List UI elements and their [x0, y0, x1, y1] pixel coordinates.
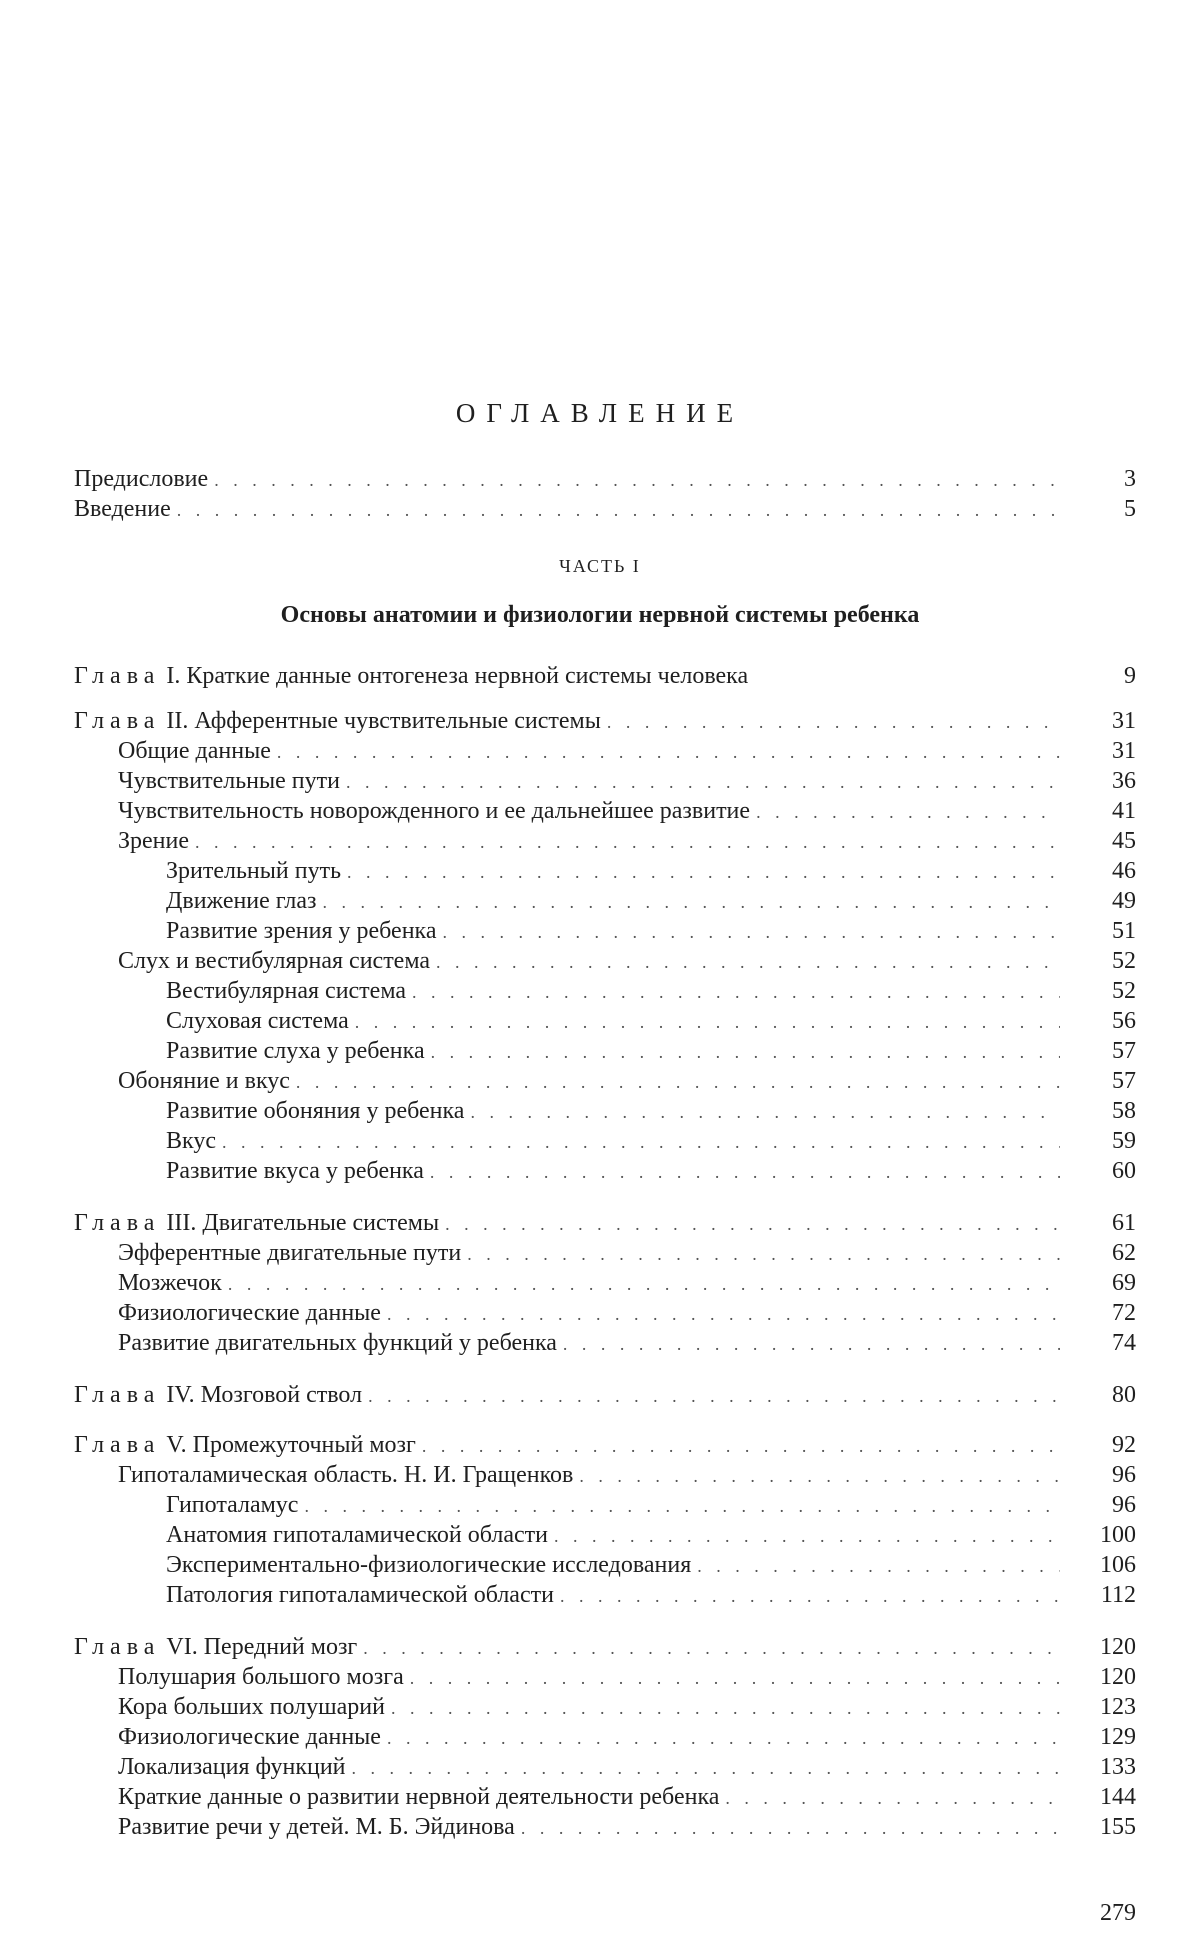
toc-chapter: Глава V. Промежуточный мозг . . . 92: [74, 1432, 1136, 1462]
toc-entry: Гипоталамическая область. Н. И. Гращенков . . . 96: [74, 1462, 1136, 1492]
toc-entry: Вкус . . . 59: [74, 1128, 1136, 1158]
toc-entry: Слуховая система . . . 56: [74, 1008, 1136, 1038]
toc-entry: Мозжечок . . . 69: [74, 1270, 1136, 1300]
toc-chapter: Глава IV. Мозговой ствол . . . 80: [74, 1382, 1136, 1412]
toc-entry-preface: Предисловие . . . 3: [74, 466, 1136, 496]
toc-chapter: Глава VI. Передний мозг . . . 120: [74, 1634, 1136, 1664]
toc-entry: Развитие слуха у ребенка . . . 57: [74, 1038, 1136, 1068]
toc-entry: Патология гипоталамической области . . . 112: [74, 1582, 1136, 1612]
toc-entry: Эфферентные двигательные пути . . . 62: [74, 1240, 1136, 1270]
toc-entry: Вестибулярная система . . . 52: [74, 978, 1136, 1008]
toc-entry: Физиологические данные . . . 72: [74, 1300, 1136, 1330]
toc-entry: Полушария большого мозга . . . 120: [74, 1664, 1136, 1694]
toc-entry: Физиологические данные . . . 129: [74, 1724, 1136, 1754]
toc-entry: Экспериментально-физиологические исследования . . . 106: [74, 1552, 1136, 1582]
toc-entry: Зрительный путь . . . 46: [74, 858, 1136, 888]
toc-chapter: Глава III. Двигательные системы . . . 61: [74, 1210, 1136, 1240]
toc-entry: Развитие обоняния у ребенка . . . 58: [74, 1098, 1136, 1128]
toc-entry: Развитие зрения у ребенка . . . 51: [74, 918, 1136, 948]
toc-entry: Слух и вестибулярная система . . . 52: [74, 948, 1136, 978]
toc-entry: Анатомия гипоталамической области . . . 100: [74, 1522, 1136, 1552]
page-number: 279: [1100, 1900, 1136, 1926]
toc-chapter: Глава I. Краткие данные онтогенеза нервной системы человека 9: [74, 663, 1136, 689]
toc-entry: Краткие данные о развитии нервной деятельности ребенка . . . 144: [74, 1784, 1136, 1814]
toc-entry: Локализация функций . . . 133: [74, 1754, 1136, 1784]
toc-entry: Развитие вкуса у ребенка . . . 60: [74, 1158, 1136, 1188]
toc-heading: ОГЛАВЛЕНИЕ: [455, 398, 745, 428]
toc-entry: Развитие двигательных функций у ребенка . . . 74: [74, 1330, 1136, 1360]
toc-entry: Чувствительность новорожденного и ее дальнейшее развитие . . . 41: [74, 798, 1136, 828]
toc-entry: Обоняние и вкус . . . 57: [74, 1068, 1136, 1098]
toc-entry: Кора больших полушарий . . . 123: [74, 1694, 1136, 1724]
toc-chapter: Глава II. Афферентные чувствительные системы . . . 31: [74, 708, 1136, 738]
toc-entry: Гипоталамус . . . 96: [74, 1492, 1136, 1522]
toc-entry: Чувствительные пути . . . 36: [74, 768, 1136, 798]
toc-entry: Развитие речи у детей. М. Б. Эйдинова . . . 155: [74, 1814, 1136, 1844]
part-label: ЧАСТЬ I: [559, 556, 641, 576]
toc-entry: Движение глаз . . . 49: [74, 888, 1136, 918]
toc-entry: Общие данные . . . 31: [74, 738, 1136, 768]
toc-entry: Зрение . . . 45: [74, 828, 1136, 858]
toc-entry-introduction: Введение . . . 5: [74, 496, 1136, 526]
part-title: Основы анатомии и физиологии нервной системы ребенка: [280, 602, 920, 628]
